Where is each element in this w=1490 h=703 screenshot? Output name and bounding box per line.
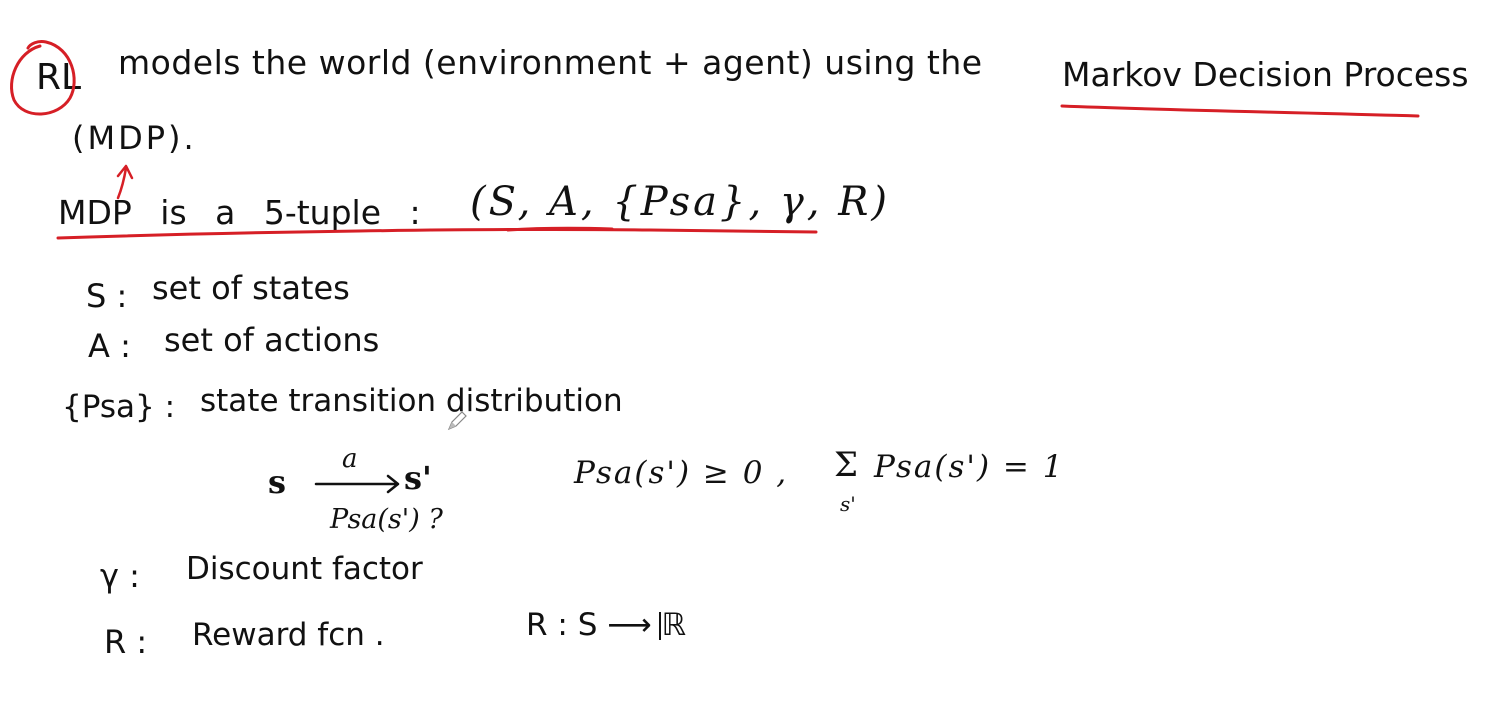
- def-reward-text: Reward fcn .: [192, 617, 385, 653]
- def-actions-symbol: A :: [88, 327, 131, 365]
- sum-symbol: Σ: [834, 445, 859, 485]
- def-states-symbol: S :: [86, 277, 128, 315]
- mdp-abbrev: (MDP).: [72, 119, 197, 157]
- tuple-prefix: MDP is a 5-tuple :: [58, 193, 421, 232]
- tuple-expression: (S, A, {Psa}, γ, R): [470, 179, 890, 225]
- pencil-icon: [446, 410, 468, 432]
- rl-label: RL: [36, 57, 82, 98]
- transition-probability: Psa(s') ?: [330, 504, 443, 535]
- constraint-nonnegative: Psa(s') ≥ 0 ,: [574, 455, 789, 491]
- def-gamma-text: Discount factor: [186, 551, 423, 587]
- transition-to-state: s': [404, 459, 432, 497]
- def-gamma-symbol: γ :: [100, 557, 140, 595]
- def-psa-symbol: {Psa} :: [62, 389, 176, 425]
- constraint-sum-one: Psa(s') = 1: [874, 449, 1065, 485]
- transition-from-state: s: [268, 463, 287, 501]
- line1-text: models the world (environment + agent) using the: [118, 43, 983, 82]
- def-actions-text: set of actions: [164, 321, 380, 359]
- mdp-full-underline: [1062, 106, 1418, 116]
- transition-action: a: [342, 444, 358, 474]
- sum-index: s': [840, 492, 856, 516]
- tuple-sa-underline: [508, 228, 612, 230]
- def-states-text: set of states: [152, 269, 350, 307]
- def-psa-text: state transition distribution: [200, 383, 623, 419]
- reward-mapping: R : S ⟶ ℝ: [526, 607, 687, 643]
- transition-arrow: [316, 476, 398, 492]
- mdp-full-name: Markov Decision Process: [1062, 55, 1469, 94]
- def-reward-symbol: R :: [104, 623, 148, 661]
